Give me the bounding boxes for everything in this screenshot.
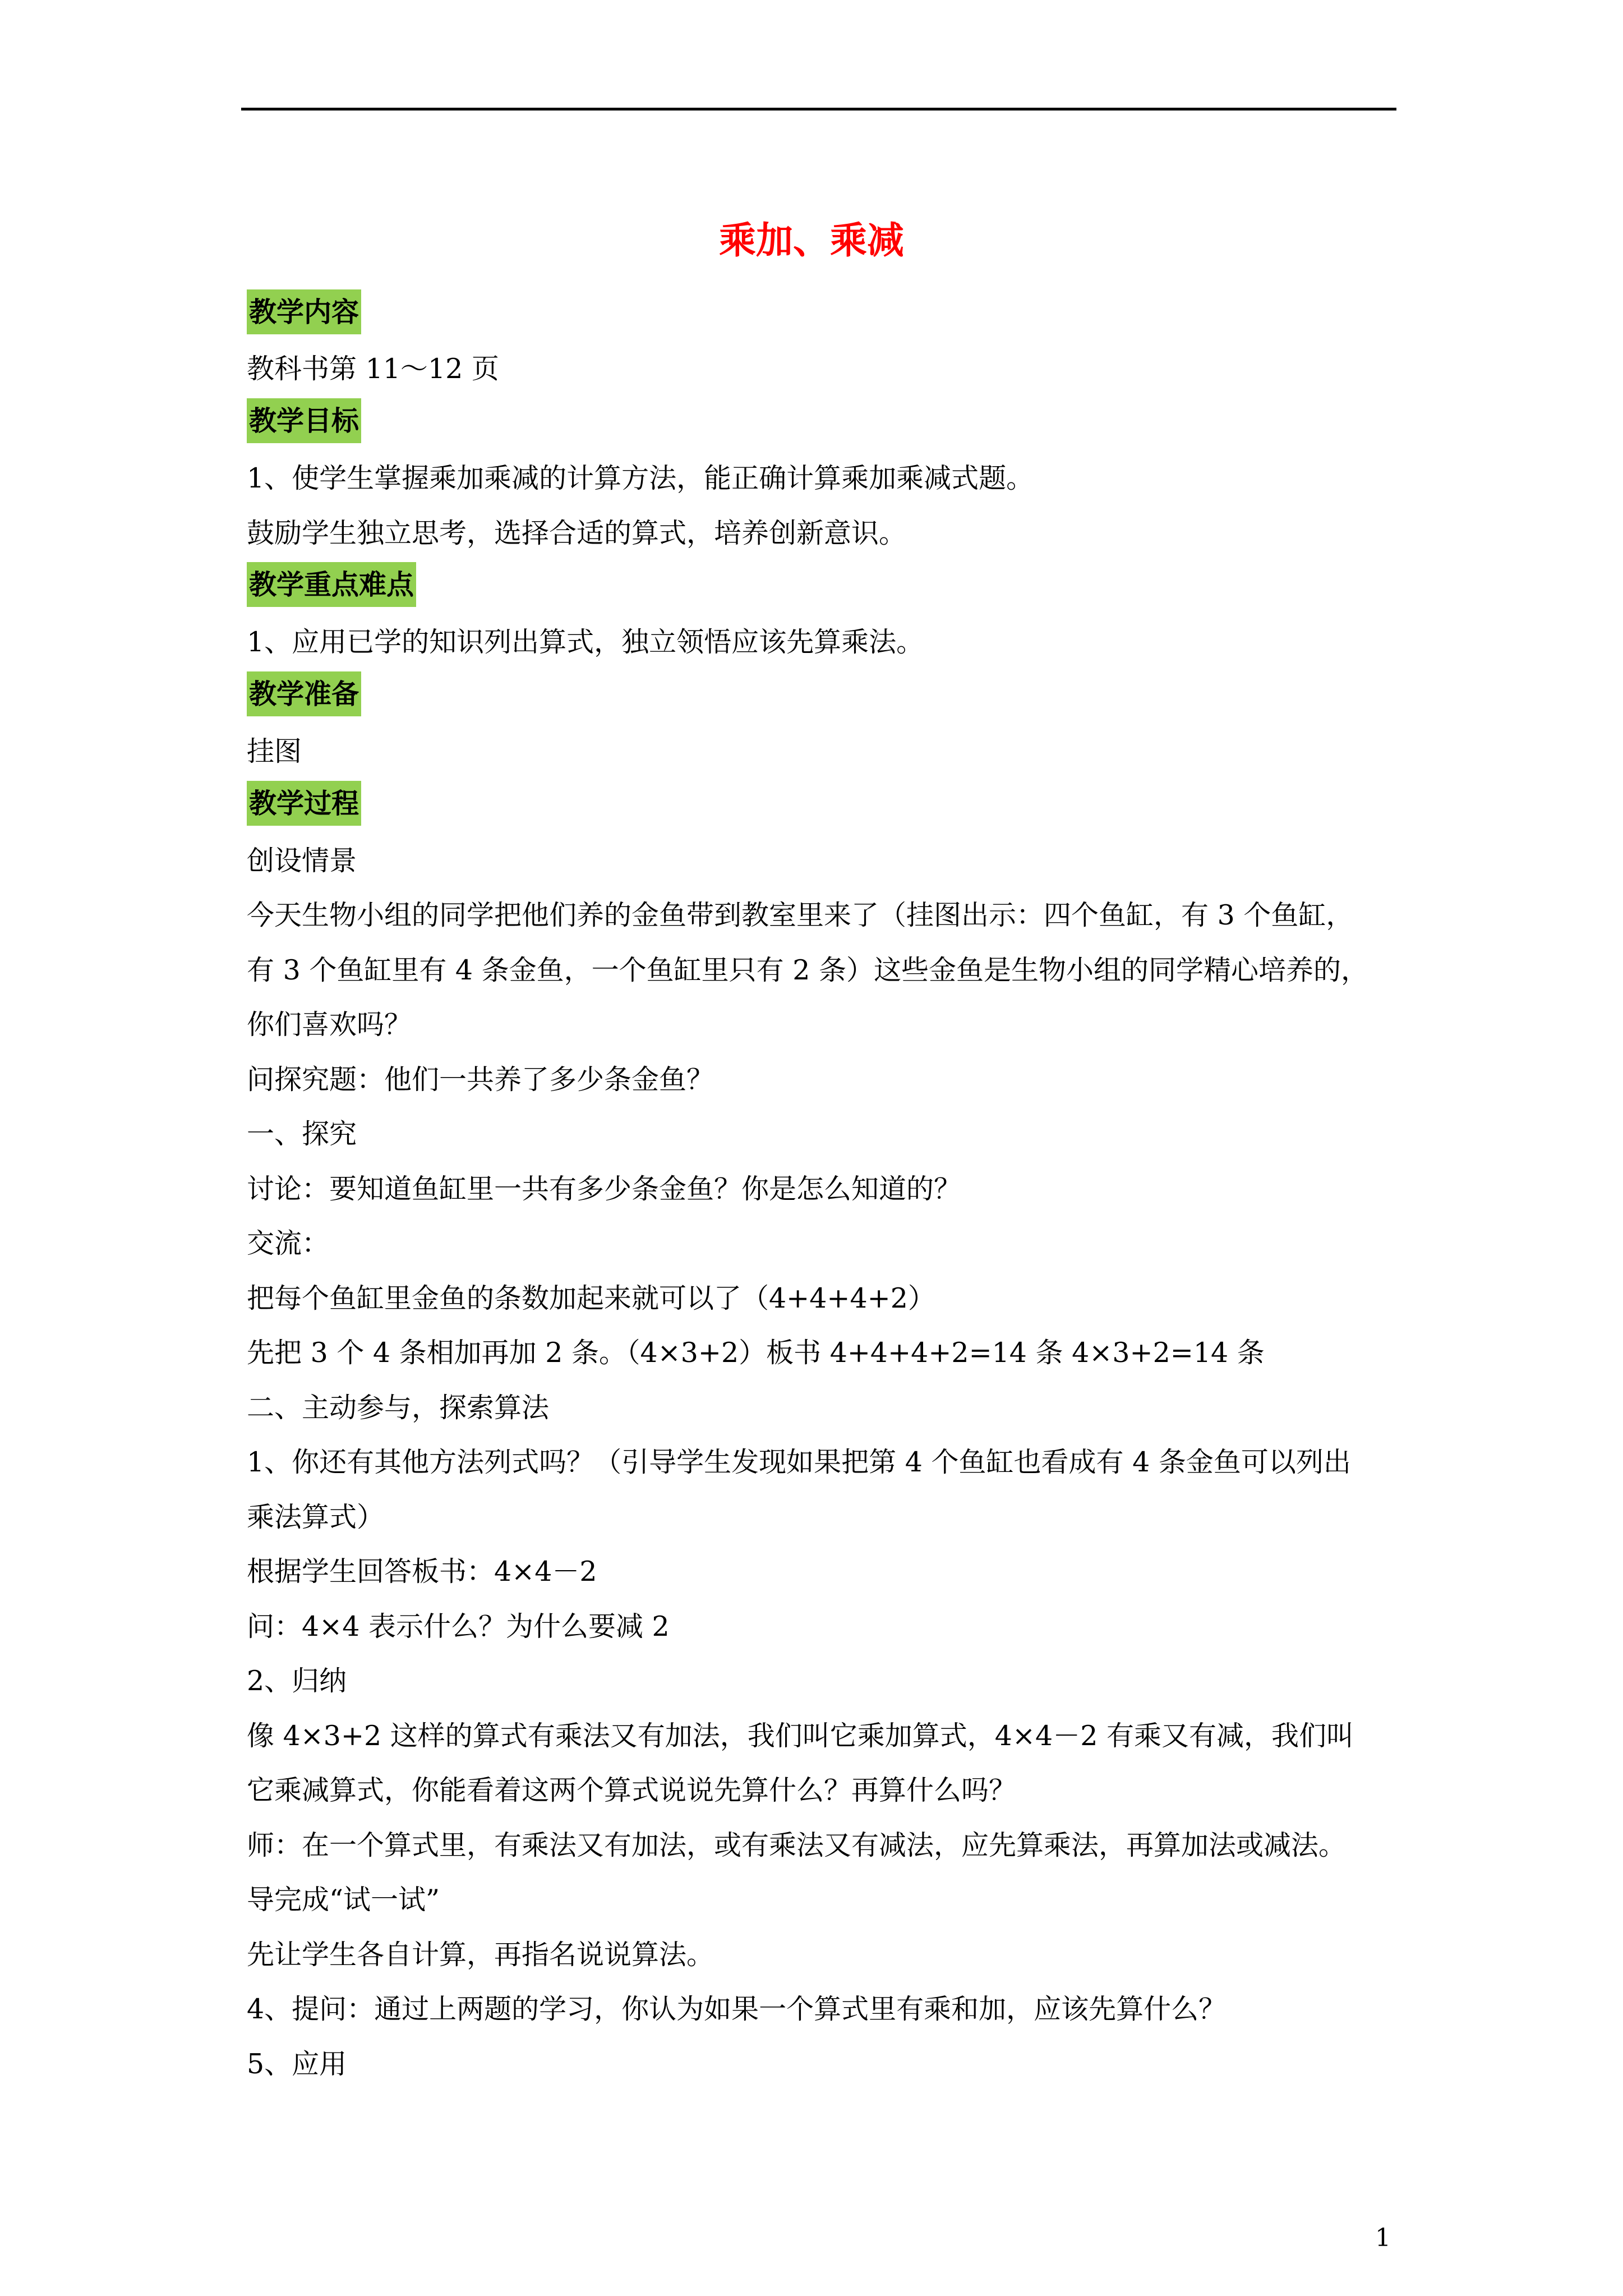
paragraph-process-20: 导完成“试一试”	[247, 1884, 440, 1916]
paragraph-process-8: 交流：	[247, 1227, 330, 1259]
paragraph-process-7: 讨论：要知道鱼缸里一共有多少条金鱼？你是怎么知道的？	[247, 1173, 962, 1205]
paragraph-process-14: 根据学生回答板书：4×4－2	[247, 1556, 597, 1588]
paragraph-process-13: 乘法算式）	[247, 1501, 385, 1533]
heading-process: 教学过程	[247, 781, 361, 826]
paragraph-process-19: 师：在一个算式里，有乘法又有加法，或有乘法又有减法，应先算乘法，再算加法或减法。	[247, 1829, 1347, 1861]
paragraph-process-4: 你们喜欢吗？	[247, 1009, 412, 1041]
paragraph-key-1: 1、应用已学的知识列出算式，独立领悟应该先算乘法。	[247, 626, 924, 658]
paragraph-process-5: 问探究题：他们一共养了多少条金鱼？	[247, 1064, 714, 1096]
paragraph-process-1: 创设情景	[247, 845, 357, 877]
paragraph-process-9: 把每个鱼缸里金鱼的条数加起来就可以了（4+4+4+2）	[247, 1282, 935, 1314]
paragraph-process-16: 2、归纳	[247, 1665, 347, 1697]
heading-preparation: 教学准备	[247, 671, 361, 716]
paragraph-goals-1: 1、使学生掌握乘加乘减的计算方法，能正确计算乘加乘减式题。	[247, 462, 1034, 494]
paragraph-process-12: 1、你还有其他方法列式吗？（引导学生发现如果把第 4 个鱼缸也看成有 4 条金鱼可以列出	[247, 1446, 1351, 1478]
page-number: 1	[1375, 2224, 1391, 2252]
heading-teaching-goals: 教学目标	[247, 398, 361, 443]
paragraph-goals-2: 鼓励学生独立思考，选择合适的算式，培养创新意识。	[247, 517, 907, 549]
paragraph-process-6: 一、探究	[247, 1118, 357, 1150]
paragraph-process-2: 今天生物小组的同学把他们养的金鱼带到教室里来了（挂图出示：四个鱼缸，有 3 个鱼缸，	[247, 899, 1354, 931]
paragraph-prep-text: 挂图	[247, 735, 302, 767]
paragraph-process-3: 有 3 个鱼缸里有 4 条金鱼，一个鱼缸里只有 2 条）这些金鱼是生物小组的同学精心培养的，	[247, 954, 1368, 986]
paragraph-process-18: 它乘减算式，你能看着这两个算式说说先算什么？再算什么吗？	[247, 1774, 1017, 1806]
paragraph-process-21: 先让学生各自计算，再指名说说算法。	[247, 1939, 714, 1971]
paragraph-process-22: 4、提问：通过上两题的学习，你认为如果一个算式里有乘和加，应该先算什么？	[247, 1993, 1227, 2025]
header-rule	[241, 108, 1396, 111]
paragraph-process-15: 问：4×4 表示什么？为什么要减 2	[247, 1611, 670, 1642]
paragraph-process-11: 二、主动参与，探索算法	[247, 1392, 550, 1424]
heading-teaching-content: 教学内容	[247, 289, 361, 334]
paragraph-content-text: 教科书第 11～12 页	[247, 353, 499, 385]
heading-key-points: 教学重点难点	[247, 562, 416, 607]
paragraph-process-17: 像 4×3+2 这样的算式有乘法又有加法，我们叫它乘加算式，4×4－2 有乘又有减，我们叫	[247, 1720, 1354, 1752]
paragraph-process-23: 5、应用	[247, 2048, 347, 2080]
document-title: 乘加、乘减	[719, 218, 904, 262]
paragraph-process-10: 先把 3 个 4 条相加再加 2 条。（4×3+2）板书 4+4+4+2=14 条 4×3+2=14 条	[247, 1337, 1265, 1369]
